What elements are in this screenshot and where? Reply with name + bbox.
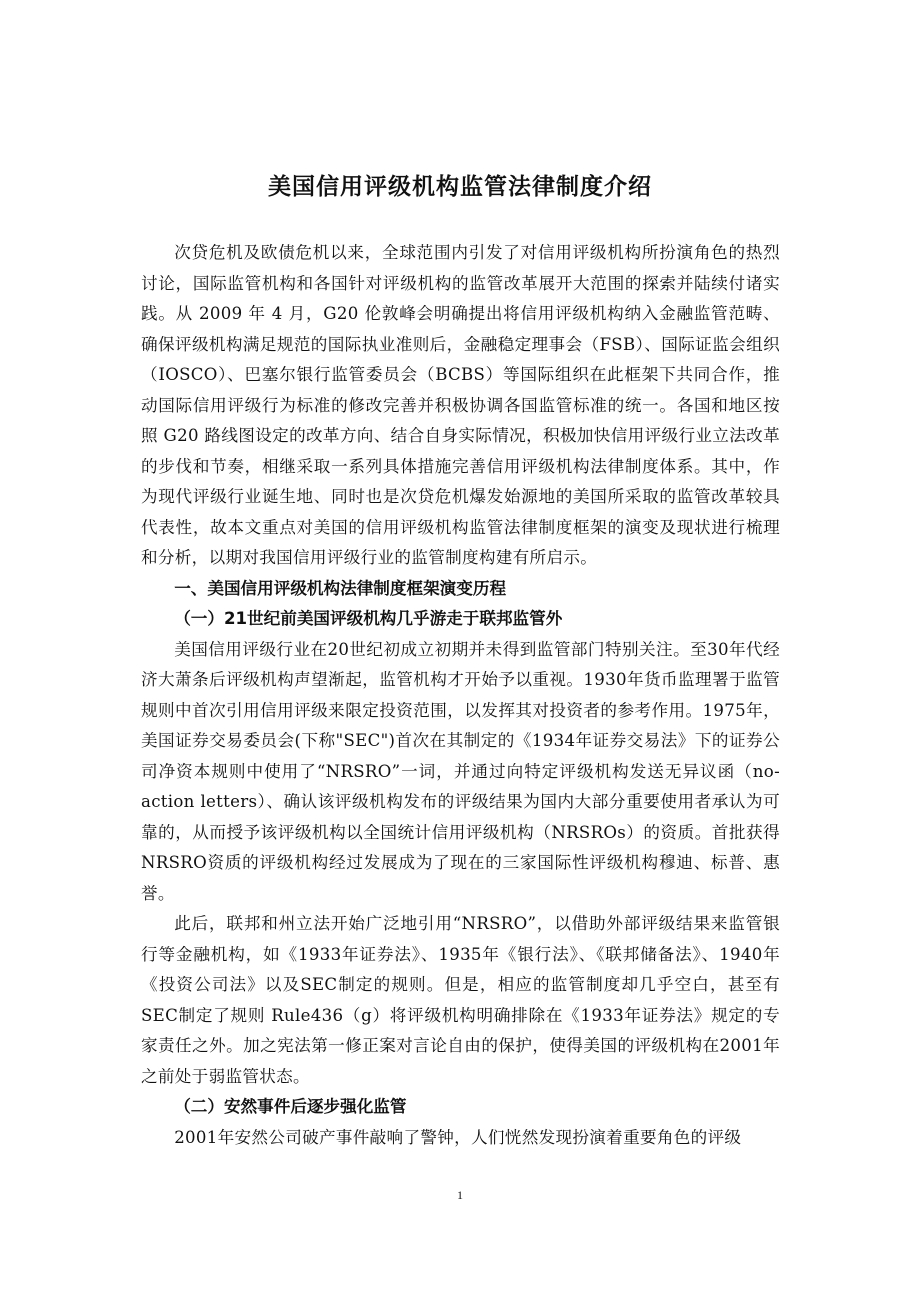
paragraph-nrsro-usage: 此后，联邦和州立法开始广泛地引用“NRSRO”，以借助外部评级结果来监管银行等金融机构，如《1933年证券法》、1935年《银行法》、《联邦储备法》、1940年《投资公司法》以及SEC制定的规则。但是，相应的监管制度却几乎空白，甚至有SEC制定了规则 Rule436（g）将评级机构明确排除在《1933年证券法》规定的专家责任之外。加之宪法第一修正案对言论自由的保护，使得美国的评级机构在2001年之前处于弱监管状态。: [141, 914, 780, 1086]
paragraph-intro: 次贷危机及欧债危机以来，全球范围内引发了对信用评级机构所扮演角色的热烈讨论，国际监管机构和各国针对评级机构的监管改革展开大范围的探索并陆续付诸实践。从 2009 年 4 月，G20 伦敦峰会明确提出将信用评级机构纳入金融监管范畴、确保评级机构满足规范的国际执业准则后，金融稳定理事会（FSB）、国际证监会组织（IOSCO）、巴塞尔银行监管委员会（BCBS）等国际组织在此框架下共同合作，推动国际信用评级行为标准的修改完善并积极协调各国监管标准的统一。各国和地区按照 G20 路线图设定的改革方向、结合自身实际情况，积极加快信用评级行业立法改革的步伐和节奏，相继采取一系列具体措施完善信用评级机构法律制度体系。其中，作为现代评级行业诞生地、同时也是次贷危机爆发始源地的美国所采取的监管改革较具代表性，故本文重点对美国的信用评级机构监管法律制度框架的演变及现状进行梳理和分析，以期对我国信用评级行业的监管制度构建有所启示。: [141, 243, 780, 567]
paragraph-enron: 2001年安然公司破产事件敲响了警钟，人们恍然发现扮演着重要角色的评级: [174, 1127, 742, 1147]
section-heading-1: 一、美国信用评级机构法律制度框架演变历程: [174, 578, 507, 598]
page-number: 1: [457, 1188, 463, 1202]
subsection-heading-1: （一）21世纪前美国评级机构几乎游走于联邦监管外: [174, 609, 563, 628]
subsection-heading-2: （二）安然事件后逐步强化监管: [174, 1097, 407, 1116]
document-body: [141, 238, 780, 1153]
document-title: 美国信用评级机构监管法律制度介绍: [268, 174, 652, 200]
paragraph-history: 美国信用评级行业在20世纪初成立初期并未得到监管部门特别关注。至30年代经济大萧条后评级机构声望渐起，监管机构才开始予以重视。1930年货币监理署于监管规则中首次引用信用评级来限定投资范围，以发挥其对投资者的参考作用。1975年，美国证券交易委员会(下称"SEC")首次在其制定的《1934年证券交易法》下的证券公司净资本规则中使用了“NRSRO”一词，并通过向特定评级机构发送无异议函（no-action letters）、确认该评级机构发布的评级结果为国内大部分重要使用者承认为可靠的，从而授予该评级机构以全国统计信用评级机构（NRSROs）的资质。首批获得NRSRO资质的评级机构经过发展成为了现在的三家国际性评级机构穆迪、标普、惠誉。: [141, 639, 780, 903]
